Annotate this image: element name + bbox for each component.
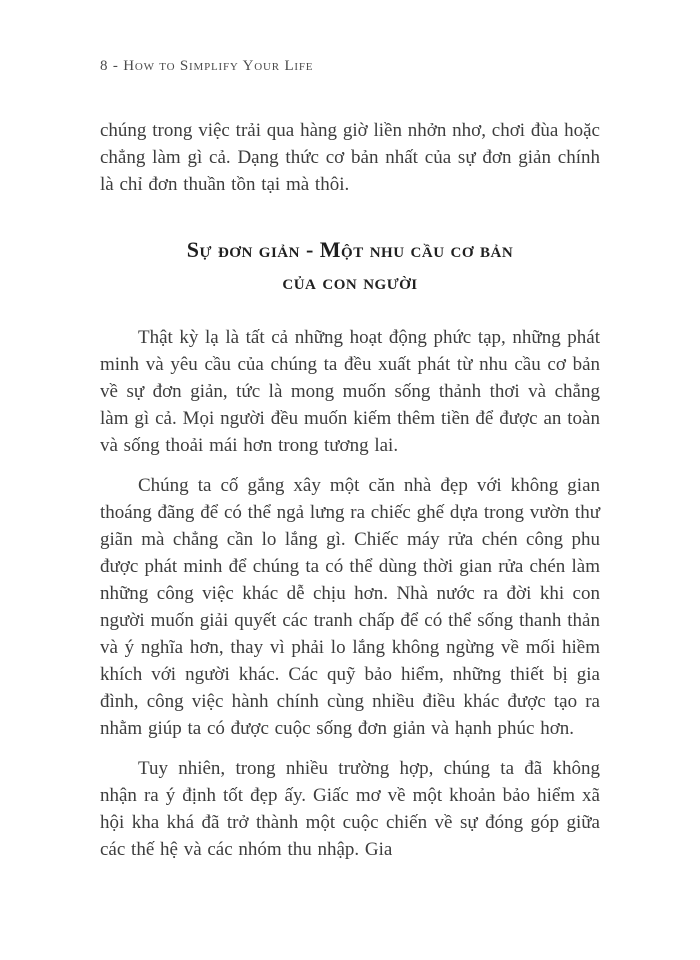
paragraph: Tuy nhiên, trong nhiều trường hợp, chúng ta đã không nhận ra ý định tốt đẹp ấy. Giấc mơ về một khoản bảo hiểm xã hội kha khá đã trở thành một cuộc chiến về sự đóng góp giữa các thế hệ và các nhóm thu nhập. Gia [100,758,600,860]
section-heading-line-2: của con người [282,269,418,294]
section-heading [100,234,600,298]
paragraph: Chúng ta cố gắng xây một căn nhà đẹp với không gian thoáng đãng để có thể ngả lưng ra chiếc ghế dựa trong vườn thư giãn mà chẳng cần lo lắng gì. Chiếc máy rửa chén công phu được phát minh để chúng ta có thể dùng thời gian rửa chén làm những công việc khác dễ chịu hơn. Nhà nước ra đời khi con người muốn giải quyết các tranh chấp để có thể sống thanh thản và ý nghĩa hơn, thay vì phải lo lắng không ngừng về mối hiềm khích với người khác. Các quỹ bảo hiểm, những thiết bị gia đình, công việc hành chính cùng nhiều điều khác được tạo ra nhằm giúp ta có được cuộc sống đơn giản và hạnh phúc hơn. [100,475,600,739]
page-body [100,117,600,863]
running-header: 8 - How to Simplify Your Life [100,58,314,74]
section-heading-line-1: Sự đơn giản - Một nhu cầu cơ bản [186,237,514,262]
paragraph: chúng trong việc trải qua hàng giờ liền nhởn nhơ, chơi đùa hoặc chẳng làm gì cả. Dạng thức cơ bản nhất của sự đơn giản chính là chỉ đơn thuần tồn tại mà thôi. [100,120,600,195]
paragraph: Thật kỳ lạ là tất cả những hoạt động phức tạp, những phát minh và yêu cầu của chúng ta đều xuất phát từ nhu cầu cơ bản về sự đơn giản, tức là mong muốn sống thảnh thơi và chẳng làm gì cả. Mọi người đều muốn kiếm thêm tiền để được an toàn và sống thoải mái hơn trong tương lai. [100,327,600,456]
